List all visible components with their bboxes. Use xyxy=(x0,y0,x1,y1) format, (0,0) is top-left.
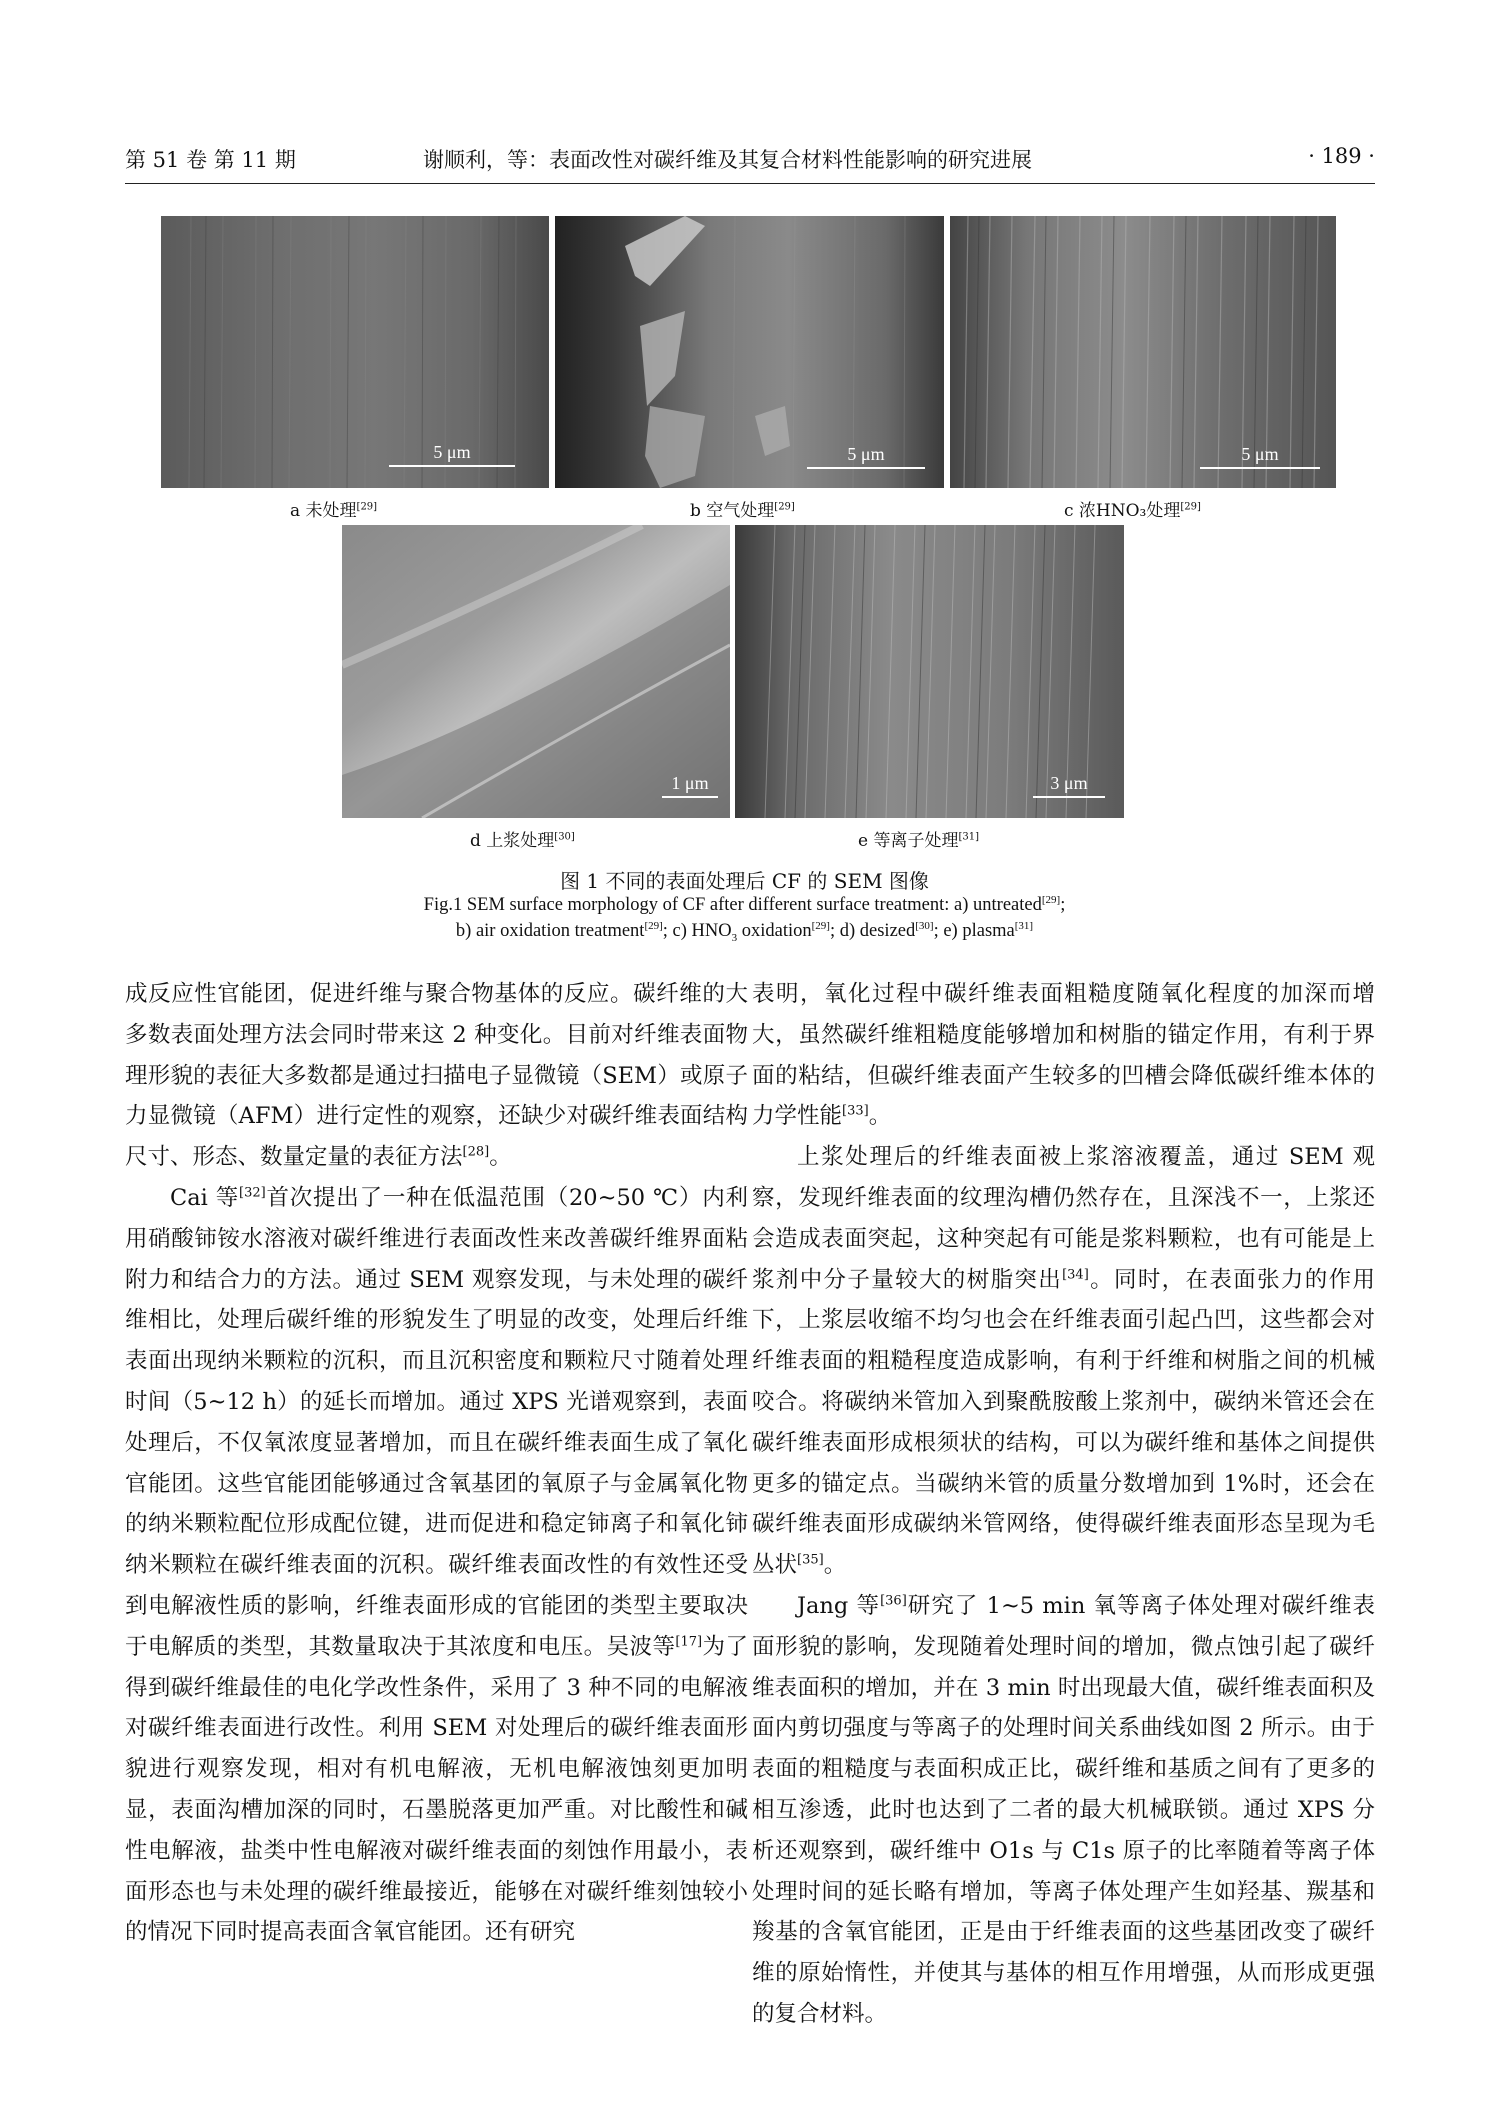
figure-caption-en-line2: b) air oxidation treatment[29]; c) $HNO_3$ oxidation[29]; d) desized[30]; e) plasma[31] xyxy=(455,920,1034,944)
paragraph: 表明，氧化过程中碳纤维表面粗糙度随氧化程度的加深而增大，虽然碳纤维粗糙度能够增加和树脂的锚定作用，有利于界面的粘结，但碳纤维表面产生较多的凹槽会降低碳纤维本体的力学性能[33]。 xyxy=(752,981,1375,1130)
paragraph: Jang 等[36]研究了 1~5 min 氧等离子体处理对碳纤维表面形貌的影响，发现随着处理时间的增加，微点蚀引起了碳纤维表面积的增加，并在 3 min 时出现最大值，碳纤维表面积及面内剪切强度与等离子的处理时间关系曲线如图 2 所示。由于表面的粗糙度与表面积成正比，碳纤维和基质之间有了更多的相互渗透，此时也达到了二者的最大机械联锁。通过 XPS 分析还观察到，碳纤维中 O1s 与 C1s 原子的比率随着等离子体处理时间的延长略有增加，等离子体处理产生如羟基、羰基和羧基的含氧官能团，正是由于纤维表面的这些基团改变了碳纤维的原始惰性，并使其与基体的相互作用增强，从而形成更强的复合材料。 xyxy=(752,1592,1376,2027)
scale-bar-a: 5 μm xyxy=(389,442,515,467)
scale-bar-c: 5 μm xyxy=(1200,444,1320,469)
paragraph: Cai 等[32]首次提出了一种在低温范围（20~50 ℃）内利用硝酸铈铵水溶液对碳纤维进行表面改性来改善碳纤维界面粘附力和结合力的方法。通过 SEM 观察发现，与未处理的碳纤维相比，处理后碳纤维的形貌发生了明显的改变，处理后纤维表面出现纳米颗粒的沉积，而且沉积密度和颗粒尺寸随着处理时间（5~12 h）的延长而增加。通过 XPS 光谱观察到，表面处理后，不仅氧浓度显著增加，而且在碳纤维表面生成了氧化官能团。这些官能团能够通过含氧基团的氧原子与金属氧化物的纳米颗粒配位形成配位键，进而促进和稳定铈离子和氧化铈纳米颗粒在碳纤维表面的沉积。碳纤维表面改性的有效性还受到电解液性质的影响，纤维表面形成的官能团的类型主要取决于电解质的类型，其数量取决于其浓度和电压。吴波等[17]为了得到碳纤维最佳的电化学改性条件，采用了 3 种不同的电解液对碳纤维表面进行改性。利用 SEM 对处理后的碳纤维表面形貌进行观察发现，相对有机电解液，无机电解液蚀刻更加明显，表面沟槽加深的同时，石墨脱落更加严重。对比酸性和碱性电解液，盐类中性电解液对碳纤维表面的刻蚀作用最小，表面形态也与未处理的碳纤维最接近，能够在对碳纤维刻蚀较小的情况下同时提高表面含氧官能团。还有研究 xyxy=(125,1184,749,1946)
scale-bar-e: 3 μm xyxy=(1033,773,1105,798)
paragraph: 成反应性官能团，促进纤维与聚合物基体的反应。碳纤维的大多数表面处理方法会同时带来这 2 种变化。目前对纤维表面物理形貌的表征大多数都是通过扫描电子显微镜（SEM）或原子力显微镜（AFM）进行定性的观察，还缺少对碳纤维表面结构尺寸、形态、数量定量的表征方法[28]。 xyxy=(125,981,748,1171)
sem-image-b-air-oxidation xyxy=(555,216,944,488)
body-column-right xyxy=(752,974,1375,2035)
subfigure-label-b: b 空气处理[29] xyxy=(690,501,795,521)
header-rule xyxy=(125,183,1375,184)
sem-image-e-plasma xyxy=(735,525,1124,818)
sem-image-d-desized xyxy=(342,525,730,818)
scale-bar-d: 1 μm xyxy=(662,773,718,798)
subfigure-label-d: d 上浆处理[30] xyxy=(470,831,575,851)
figure-caption-cn: 图 1 不同的表面处理后 CF 的 SEM 图像 xyxy=(560,869,929,893)
sem-image-c-hno3-oxidation xyxy=(950,216,1336,488)
figure-caption-en-line1: Fig.1 SEM surface morphology of CF after different surface treatment: a) untreated[29]; xyxy=(423,894,1066,916)
subfigure-label-e: e 等离子处理[31] xyxy=(858,831,979,851)
scale-bar-b: 5 μm xyxy=(807,444,925,469)
sem-image-a-untreated xyxy=(161,216,549,488)
journal-volume-issue: 第 51 卷 第 11 期 xyxy=(125,148,296,172)
paragraph: 上浆处理后的纤维表面被上浆溶液覆盖，通过 SEM 观察，发现纤维表面的纹理沟槽仍然存在，且深浅不一，上浆还会造成表面突起，这种突起有可能是浆料颗粒，也有可能是上浆剂中分子量较大的树脂突出[34]。同时，在表面张力的作用下，上浆层收缩不均匀也会在纤维表面引起凸凹，这些都会对纤维表面的粗糙程度造成影响，有利于纤维和树脂之间的机械咬合。将碳纳米管加入到聚酰胺酸上浆剂中，碳纳米管还会在碳纤维表面形成根须状的结构，可以为碳纤维和基体之间提供更多的锚定点。当碳纳米管的质量分数增加到 1%时，还会在碳纤维表面形成碳纳米管网络，使得碳纤维表面形态呈现为毛丛状[35]。 xyxy=(752,1144,1375,1579)
subfigure-label-c: c 浓HNO₃处理[29] xyxy=(1064,501,1201,521)
running-title: 谢顺利，等：表面改性对碳纤维及其复合材料性能影响的研究进展 xyxy=(423,148,1032,172)
body-column-left xyxy=(125,974,748,1953)
page-number: · 189 · xyxy=(1308,144,1375,168)
subfigure-label-a: a 未处理[29] xyxy=(290,501,378,521)
running-header xyxy=(125,144,1375,178)
